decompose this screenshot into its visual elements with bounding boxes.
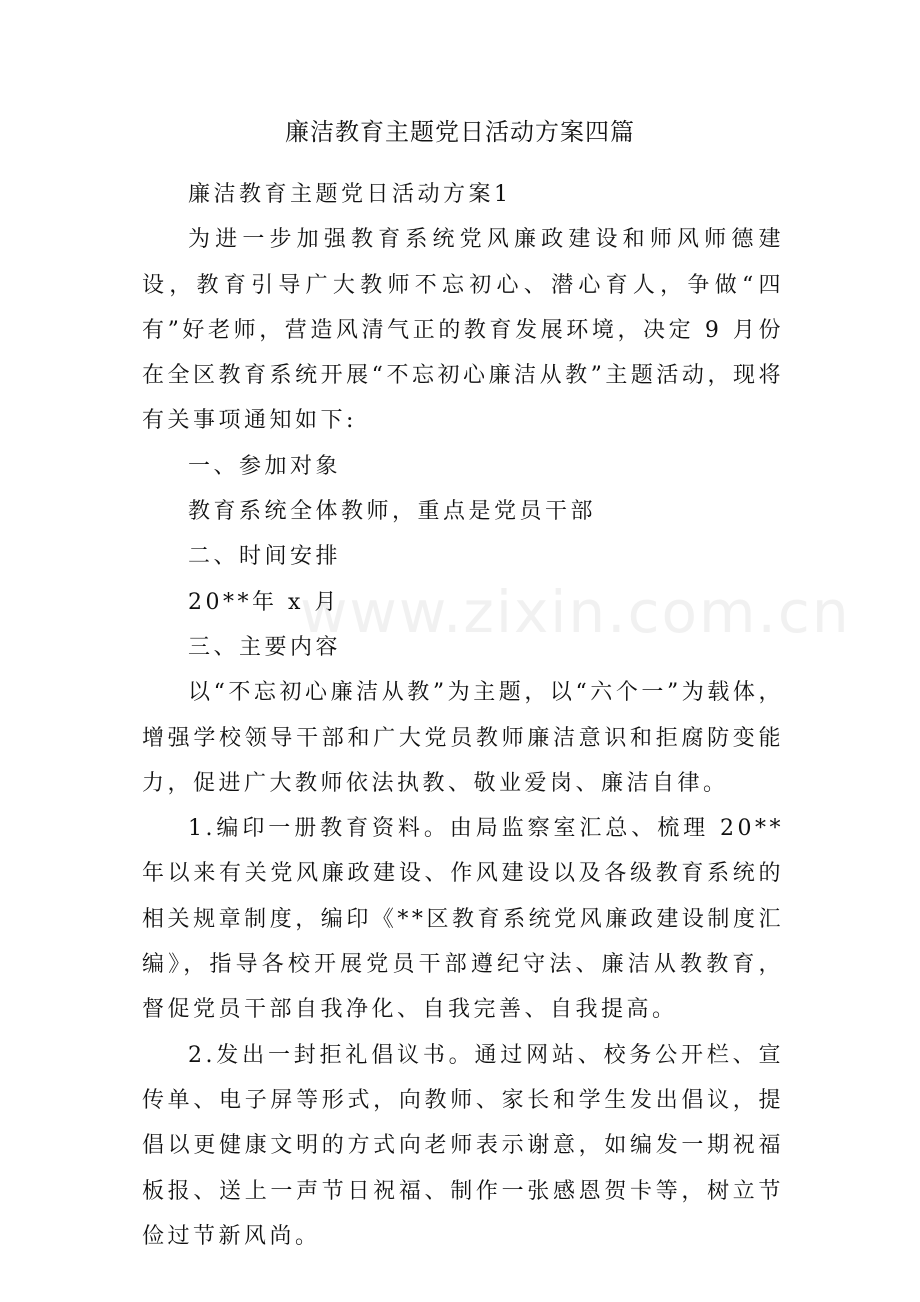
- paragraph: 20**年 x 月: [188, 589, 340, 615]
- subheading-participants: 一、参加对象: [188, 453, 342, 479]
- watermark: www.zixin.com.cn: [300, 578, 851, 646]
- paragraph: 教育系统全体教师，重点是党员干部: [188, 499, 597, 525]
- subheading-content: 三、主要内容: [188, 634, 342, 660]
- paragraph: 以“不忘初心廉洁从教”为主题，以“六个一”为载体，增强学校领导干部和广大党员教师廉洁意识和拒腐防变能力，促进广大教师依法执教、敬业爱岗、廉洁自律。: [142, 680, 784, 796]
- document-body: [142, 172, 784, 1259]
- subheading-schedule: 二、时间安排: [188, 544, 342, 570]
- document-title: 廉洁教育主题党日活动方案四篇: [285, 118, 635, 146]
- section-heading: 廉洁教育主题党日活动方案1: [188, 182, 512, 207]
- paragraph: 1.编印一册教育资料。由局监察室汇总、梳理 20**年以来有关党风廉政建设、作风建设以及各级教育系统的相关规章制度，编印《**区教育系统党风廉政建设制度汇编》，指导各校开展党员干部遵纪守法、廉洁从教教育，督促党员干部自我净化、自我完善、自我提高。: [142, 816, 784, 1023]
- paragraph: 2.发出一封拒礼倡议书。通过网站、校务公开栏、宣传单、电子屏等形式，向教师、家长和学生发出倡议，提倡以更健康文明的方式向老师表示谢意，如编发一期祝福板报、送上一声节日祝福、制作一张感恩贺卡等，树立节俭过节新风尚。: [142, 1042, 784, 1249]
- paragraph: 为进一步加强教育系统党风廉政建设和师风师德建设，教育引导广大教师不忘初心、潜心育人，争做“四有”好老师，营造风清气正的教育发展环境，决定 9 月份在全区教育系统开展“不忘初心廉洁从教”主题活动，现将有关事项通知如下:: [142, 227, 784, 434]
